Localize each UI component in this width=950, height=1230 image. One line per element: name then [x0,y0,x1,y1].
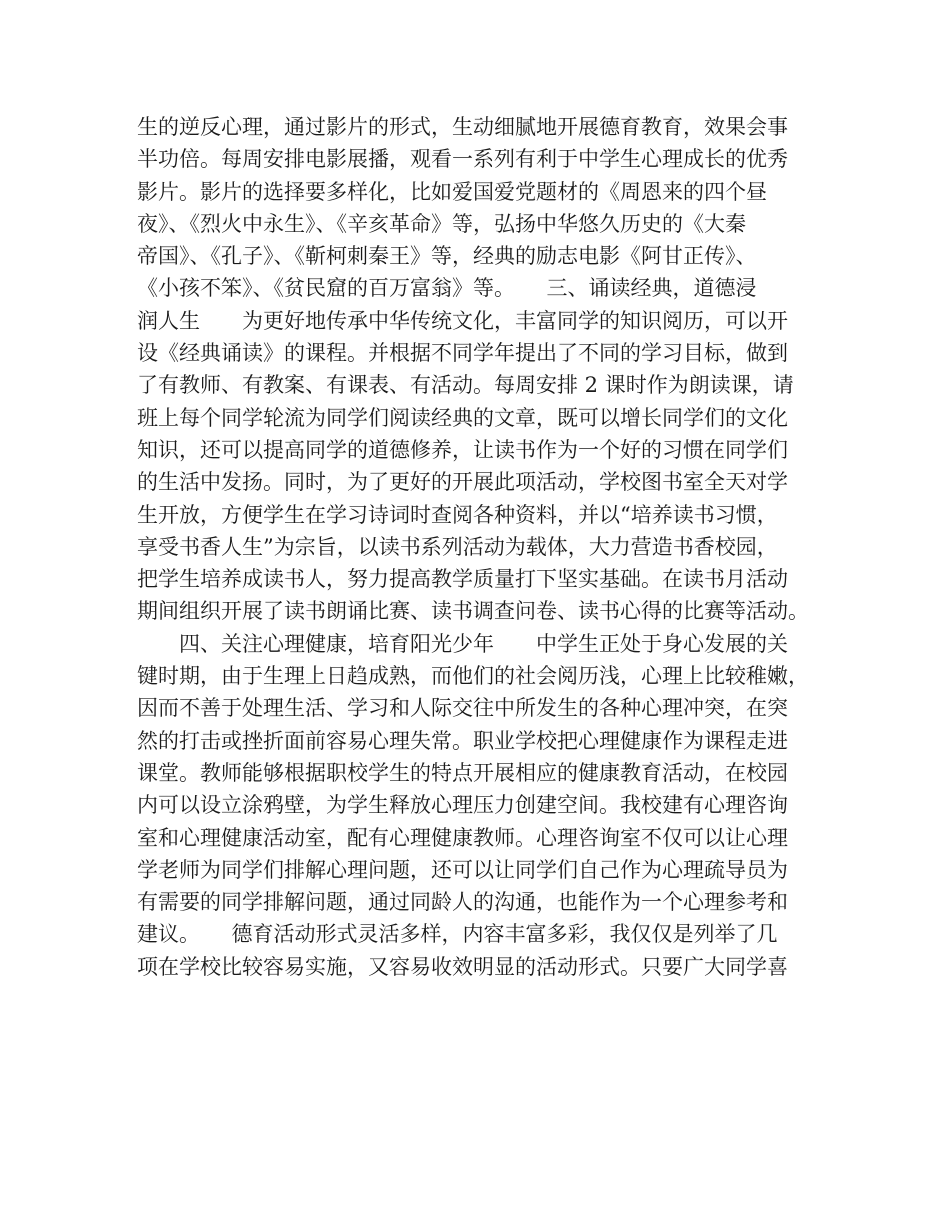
text-line: 因而不善于处理生活、学习和人际交往中所发生的各种心理冲突，在突 [137,696,788,721]
text-line: 四、关注心理健康，培育阳光少年 中学生正处于身心发展的关 [137,631,788,656]
text-line: 有需要的同学排解问题，通过同龄人的沟通，也能作为一个心理参考和 [137,890,788,915]
text-line: 半功倍。每周安排电影展播，观看一系列有利于中学生心理成长的优秀 [137,147,788,172]
text-line: 内可以设立涂鸦壁，为学生释放心理压力创建空间。我校建有心理咨询 [137,793,788,818]
text-line: 知识，还可以提高同学的道德修养，让读书作为一个好的习惯在同学们 [137,437,788,462]
document-body-text [137,111,837,983]
text-line: 润人生 为更好地传承中华传统文化，丰富同学的知识阅历，可以开 [137,308,788,333]
text-line: 的生活中发扬。同时，为了更好的开展此项活动，学校图书室全天对学 [137,470,788,495]
text-line: 课堂。教师能够根据职校学生的特点开展相应的健康教育活动，在校园 [137,760,788,785]
text-line: 班上每个同学轮流为同学们阅读经典的文章，既可以增长同学们的文化 [137,405,788,430]
text-line: 然的打击或挫折面前容易心理失常。职业学校把心理健康作为课程走进 [137,728,788,753]
text-line: 项在学校比较容易实施，又容易收效明显的活动形式。只要广大同学喜 [137,954,788,979]
text-line: 室和心理健康活动室，配有心理健康教师。心理咨询室不仅可以让心理 [137,825,788,850]
text-line: 建议。 德育活动形式灵活多样，内容丰富多彩，我仅仅是列举了几 [137,922,778,947]
text-line: 期间组织开展了读书朗诵比赛、读书调查问卷、读书心得的比赛等活动。 [137,599,809,624]
text-line: 学老师为同学们排解心理问题，还可以让同学们自己作为心理疏导员为 [137,857,788,882]
text-line: 设《经典诵读》的课程。并根据不同学年提出了不同的学习目标，做到 [137,341,788,366]
text-line: 了有教师、有教案、有课表、有活动。每周安排 2 课时作为朗读课，请 [137,373,794,398]
text-line: 影片。影片的选择要多样化，比如爱国爱党题材的《周恩来的四个昼 [137,179,767,204]
text-line: 生开放，方便学生在学习诗词时查阅各种资料，并以“培养读书习惯， [137,502,778,527]
text-line: 享受书香人生”为宗旨，以读书系列活动为载体，大力营造书香校园， [137,534,778,559]
text-line: 生的逆反心理，通过影片的形式，生动细腻地开展德育教育，效果会事 [137,115,788,139]
text-line: 夜》、《烈火中永生》、《辛亥革命》等，弘扬中华悠久历史的《大秦 [137,211,746,236]
text-line: 《小孩不笨》、《贫民窟的百万富翁》等。 三、诵读经典，道德浸 [137,276,757,301]
text-line: 键时期，由于生理上日趋成熟，而他们的社会阅历浅，心理上比较稚嫩， [137,664,809,689]
text-line: 帝国》、《孔子》、《靳柯刺秦王》等，经典的励志电影《阿甘正传》、 [137,244,757,269]
text-line: 把学生培养成读书人，努力提高教学质量打下坚实基础。在读书月活动 [137,567,788,592]
